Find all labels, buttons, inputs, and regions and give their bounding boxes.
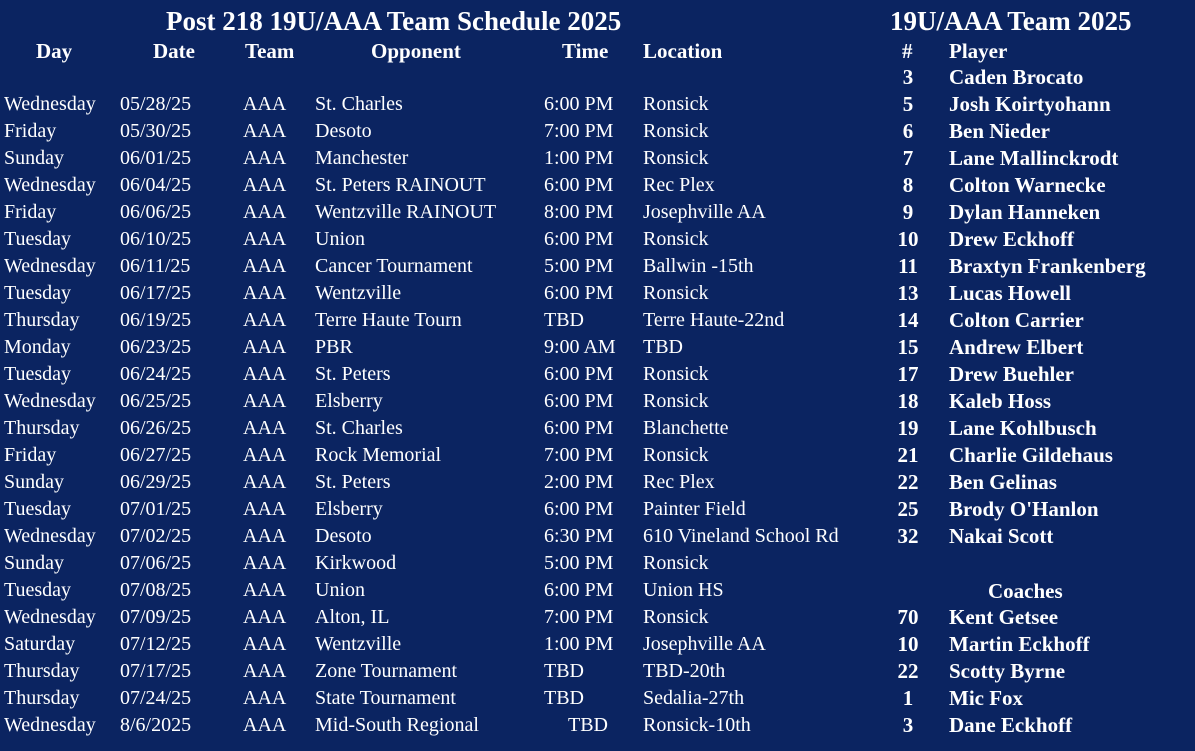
table-row <box>0 523 880 550</box>
team-cell: AAA <box>243 336 287 358</box>
player-name: Andrew Elbert <box>949 335 1084 359</box>
table-row <box>0 658 880 685</box>
day-cell: Thursday <box>4 417 80 439</box>
team-cell: AAA <box>243 552 287 574</box>
opponent-cell: St. Peters RAINOUT <box>315 174 486 196</box>
coach-name: Martin Eckhoff <box>949 632 1090 656</box>
day-cell: Tuesday <box>4 282 72 304</box>
date-cell: 07/09/25 <box>120 606 192 628</box>
list-item <box>880 523 1195 550</box>
player-name: Brody O'Hanlon <box>949 497 1099 521</box>
location-cell: Union HS <box>643 579 724 601</box>
list-item <box>880 685 1195 712</box>
time-cell: TBD <box>544 309 584 331</box>
day-cell: Friday <box>4 444 57 466</box>
table-row <box>0 172 880 199</box>
table-row <box>0 577 880 604</box>
time-cell: 1:00 PM <box>544 633 614 655</box>
location-cell: TBD-20th <box>643 660 726 682</box>
team-cell: AAA <box>243 201 287 223</box>
table-row <box>0 334 880 361</box>
coach-number: 70 <box>897 605 919 629</box>
location-cell: Ronsick <box>643 93 709 115</box>
opponent-cell: Wentzville <box>315 633 402 655</box>
location-cell: Ronsick <box>643 228 709 250</box>
date-cell: 07/17/25 <box>120 660 192 682</box>
opponent-cell: Union <box>315 228 365 250</box>
player-name: Drew Buehler <box>949 362 1075 386</box>
date-cell: 06/10/25 <box>120 228 192 250</box>
team-cell: AAA <box>243 633 287 655</box>
table-row <box>0 550 880 577</box>
player-name: Colton Warnecke <box>949 173 1106 197</box>
list-item <box>880 199 1195 226</box>
header-opponent: Opponent <box>371 39 461 63</box>
player-name: Lane Mallinckrodt <box>949 146 1119 170</box>
table-row <box>0 226 880 253</box>
date-cell: 06/17/25 <box>120 282 192 304</box>
team-cell: AAA <box>243 120 287 142</box>
date-cell: 06/29/25 <box>120 471 192 493</box>
table-row <box>0 604 880 631</box>
coach-number: 10 <box>897 632 919 656</box>
player-name: Caden Brocato <box>949 65 1084 89</box>
location-cell: Josephville AA <box>643 633 766 655</box>
day-cell: Sunday <box>4 552 64 574</box>
opponent-cell: Cancer Tournament <box>315 255 473 277</box>
team-cell: AAA <box>243 228 287 250</box>
team-cell: AAA <box>243 147 287 169</box>
location-cell: Blanchette <box>643 417 729 439</box>
date-cell: 06/25/25 <box>120 390 192 412</box>
table-row <box>0 415 880 442</box>
team-cell: AAA <box>243 660 287 682</box>
player-number: 18 <box>897 389 919 413</box>
date-cell: 07/24/25 <box>120 687 192 709</box>
date-cell: 06/01/25 <box>120 147 192 169</box>
player-number: 21 <box>897 443 919 467</box>
time-cell: 5:00 PM <box>544 255 614 277</box>
time-cell: 1:00 PM <box>544 147 614 169</box>
time-cell: 6:00 PM <box>544 174 614 196</box>
location-cell: Ronsick <box>643 363 709 385</box>
opponent-cell: Desoto <box>315 120 372 142</box>
day-cell: Saturday <box>4 633 76 655</box>
opponent-cell: Elsberry <box>315 498 383 520</box>
time-cell: 7:00 PM <box>544 444 614 466</box>
list-item <box>880 334 1195 361</box>
player-number: 15 <box>897 335 919 359</box>
player-number: 5 <box>902 92 914 116</box>
day-cell: Thursday <box>4 687 80 709</box>
table-row <box>0 307 880 334</box>
opponent-cell: Elsberry <box>315 390 383 412</box>
time-cell: 8:00 PM <box>544 201 614 223</box>
date-cell: 06/06/25 <box>120 201 192 223</box>
player-name: Lane Kohlbusch <box>949 416 1097 440</box>
opponent-cell: Manchester <box>315 147 409 169</box>
header-time: Time <box>562 39 609 63</box>
team-cell: AAA <box>243 282 287 304</box>
team-cell: AAA <box>243 714 287 736</box>
date-cell: 07/06/25 <box>120 552 192 574</box>
opponent-cell: Wentzville RAINOUT <box>315 201 497 223</box>
player-name: Drew Eckhoff <box>949 227 1075 251</box>
player-name: Kaleb Hoss <box>949 389 1052 413</box>
day-cell: Thursday <box>4 660 80 682</box>
team-cell: AAA <box>243 363 287 385</box>
date-cell: 06/24/25 <box>120 363 192 385</box>
coach-name: Kent Getsee <box>949 605 1059 629</box>
player-name: Dylan Hanneken <box>949 200 1101 224</box>
opponent-cell: Terre Haute Tourn <box>315 309 462 331</box>
player-number: 10 <box>897 227 919 251</box>
location-cell: Ballwin -15th <box>643 255 754 277</box>
list-item <box>880 415 1195 442</box>
list-item <box>880 388 1195 415</box>
time-cell: 6:30 PM <box>544 525 614 547</box>
team-cell: AAA <box>243 93 287 115</box>
location-cell: Ronsick <box>643 552 709 574</box>
day-cell: Monday <box>4 336 71 358</box>
date-cell: 06/26/25 <box>120 417 192 439</box>
list-item <box>880 145 1195 172</box>
player-name: Charlie Gildehaus <box>949 443 1113 467</box>
player-name: Ben Nieder <box>949 119 1050 143</box>
location-cell: Ronsick <box>643 120 709 142</box>
opponent-cell: Union <box>315 579 365 601</box>
opponent-cell: Mid-South Regional <box>315 714 479 736</box>
player-number: 6 <box>902 119 914 143</box>
opponent-cell: Desoto <box>315 525 372 547</box>
table-row <box>0 253 880 280</box>
time-cell: 6:00 PM <box>544 93 614 115</box>
list-item <box>880 496 1195 523</box>
time-cell: 6:00 PM <box>544 579 614 601</box>
team-cell: AAA <box>243 255 287 277</box>
team-cell: AAA <box>243 417 287 439</box>
day-cell: Tuesday <box>4 579 72 601</box>
location-cell: Painter Field <box>643 498 746 520</box>
player-name: Lucas Howell <box>949 281 1071 305</box>
player-number: 14 <box>897 308 919 332</box>
team-cell: AAA <box>243 687 287 709</box>
list-item <box>880 172 1195 199</box>
coach-name: Dane Eckhoff <box>949 713 1073 737</box>
date-cell: 06/23/25 <box>120 336 192 358</box>
date-cell: 07/02/25 <box>120 525 192 547</box>
location-cell: Ronsick <box>643 606 709 628</box>
table-row <box>0 496 880 523</box>
team-cell: AAA <box>243 498 287 520</box>
opponent-cell: St. Peters <box>315 363 391 385</box>
coach-number: 1 <box>902 686 914 710</box>
opponent-cell: St. Charles <box>315 417 403 439</box>
opponent-cell: Rock Memorial <box>315 444 442 466</box>
header-day: Day <box>36 39 73 63</box>
location-cell: Ronsick <box>643 147 709 169</box>
date-cell: 05/28/25 <box>120 93 192 115</box>
table-row <box>0 118 880 145</box>
coach-number: 22 <box>897 659 919 683</box>
location-cell: TBD <box>643 336 683 358</box>
player-number: 25 <box>897 497 919 521</box>
table-row <box>0 361 880 388</box>
roster-title: 19U/AAA Team 2025 <box>890 6 1132 36</box>
time-cell: 5:00 PM <box>544 552 614 574</box>
team-cell: AAA <box>243 471 287 493</box>
location-cell: 610 Vineland School Rd <box>643 525 839 547</box>
header-date: Date <box>153 39 195 63</box>
team-cell: AAA <box>243 606 287 628</box>
day-cell: Friday <box>4 120 57 142</box>
table-row <box>0 145 880 172</box>
day-cell: Wednesday <box>4 174 96 196</box>
day-cell: Tuesday <box>4 498 72 520</box>
list-item <box>880 442 1195 469</box>
day-cell: Sunday <box>4 471 64 493</box>
opponent-cell: Wentzville <box>315 282 402 304</box>
time-cell: TBD <box>568 714 608 736</box>
time-cell: 6:00 PM <box>544 498 614 520</box>
table-row <box>0 91 880 118</box>
day-cell: Sunday <box>4 147 64 169</box>
opponent-cell: Alton, IL <box>315 606 390 628</box>
time-cell: 2:00 PM <box>544 471 614 493</box>
team-cell: AAA <box>243 525 287 547</box>
time-cell: TBD <box>544 660 584 682</box>
coach-number: 3 <box>902 713 914 737</box>
date-cell: 06/27/25 <box>120 444 192 466</box>
opponent-cell: St. Charles <box>315 93 403 115</box>
player-number: 8 <box>902 173 914 197</box>
location-cell: Ronsick <box>643 444 709 466</box>
coaches-title: Coaches <box>988 579 1063 603</box>
player-name: Ben Gelinas <box>949 470 1057 494</box>
time-cell: 6:00 PM <box>544 390 614 412</box>
team-cell: AAA <box>243 390 287 412</box>
list-item <box>880 253 1195 280</box>
time-cell: 7:00 PM <box>544 606 614 628</box>
list-item <box>880 64 1195 91</box>
team-cell: AAA <box>243 579 287 601</box>
table-row <box>0 469 880 496</box>
player-name: Braxtyn Frankenberg <box>949 254 1146 278</box>
time-cell: 6:00 PM <box>544 363 614 385</box>
location-cell: Rec Plex <box>643 174 715 196</box>
header-team: Team <box>245 39 295 63</box>
player-number: 9 <box>902 200 914 224</box>
header-player: Player <box>949 39 1008 63</box>
day-cell: Wednesday <box>4 390 96 412</box>
date-cell: 05/30/25 <box>120 120 192 142</box>
list-item <box>880 361 1195 388</box>
date-cell: 06/19/25 <box>120 309 192 331</box>
date-cell: 06/04/25 <box>120 174 192 196</box>
list-item <box>880 118 1195 145</box>
opponent-cell: Zone Tournament <box>315 660 458 682</box>
player-number: 17 <box>897 362 919 386</box>
location-cell: Ronsick-10th <box>643 714 751 736</box>
list-item <box>880 280 1195 307</box>
list-item <box>880 469 1195 496</box>
time-cell: 6:00 PM <box>544 417 614 439</box>
time-cell: 9:00 AM <box>544 336 616 358</box>
list-item <box>880 712 1195 739</box>
player-name: Nakai Scott <box>949 524 1054 548</box>
date-cell: 8/6/2025 <box>120 714 192 736</box>
table-row <box>0 280 880 307</box>
time-cell: TBD <box>544 687 584 709</box>
time-cell: 6:00 PM <box>544 282 614 304</box>
date-cell: 07/01/25 <box>120 498 192 520</box>
day-cell: Thursday <box>4 309 80 331</box>
day-cell: Tuesday <box>4 228 72 250</box>
day-cell: Wednesday <box>4 255 96 277</box>
list-item <box>880 307 1195 334</box>
table-row <box>0 199 880 226</box>
player-number: 11 <box>898 254 918 278</box>
player-number: 32 <box>897 524 919 548</box>
header-number: # <box>902 39 913 63</box>
location-cell: Ronsick <box>643 390 709 412</box>
day-cell: Wednesday <box>4 606 96 628</box>
time-cell: 6:00 PM <box>544 228 614 250</box>
table-row <box>0 631 880 658</box>
player-number: 3 <box>902 65 914 89</box>
day-cell: Wednesday <box>4 714 96 736</box>
player-number: 19 <box>897 416 919 440</box>
team-cell: AAA <box>243 174 287 196</box>
day-cell: Tuesday <box>4 363 72 385</box>
header-location: Location <box>643 39 723 63</box>
day-cell: Wednesday <box>4 525 96 547</box>
date-cell: 07/08/25 <box>120 579 192 601</box>
list-item <box>880 226 1195 253</box>
location-cell: Josephville AA <box>643 201 766 223</box>
opponent-cell: PBR <box>315 336 353 358</box>
list-item <box>880 91 1195 118</box>
list-item <box>880 604 1195 631</box>
coach-name: Mic Fox <box>949 686 1024 710</box>
table-row <box>0 712 880 739</box>
schedule-title: Post 218 19U/AAA Team Schedule 2025 <box>166 6 622 36</box>
day-cell: Wednesday <box>4 93 96 115</box>
coach-name: Scotty Byrne <box>949 659 1066 683</box>
opponent-cell: Kirkwood <box>315 552 397 574</box>
table-row <box>0 442 880 469</box>
player-number: 13 <box>897 281 919 305</box>
list-item <box>880 631 1195 658</box>
location-cell: Rec Plex <box>643 471 715 493</box>
team-cell: AAA <box>243 309 287 331</box>
location-cell: Ronsick <box>643 282 709 304</box>
opponent-cell: St. Peters <box>315 471 391 493</box>
team-cell: AAA <box>243 444 287 466</box>
opponent-cell: State Tournament <box>315 687 456 709</box>
player-number: 7 <box>902 146 914 170</box>
day-cell: Friday <box>4 201 57 223</box>
player-name: Josh Koirtyohann <box>949 92 1111 116</box>
location-cell: Sedalia-27th <box>643 687 745 709</box>
player-name: Colton Carrier <box>949 308 1084 332</box>
date-cell: 06/11/25 <box>120 255 191 277</box>
table-row <box>0 388 880 415</box>
list-item <box>880 658 1195 685</box>
time-cell: 7:00 PM <box>544 120 614 142</box>
table-row <box>0 685 880 712</box>
player-number: 22 <box>897 470 919 494</box>
location-cell: Terre Haute-22nd <box>643 309 785 331</box>
date-cell: 07/12/25 <box>120 633 192 655</box>
